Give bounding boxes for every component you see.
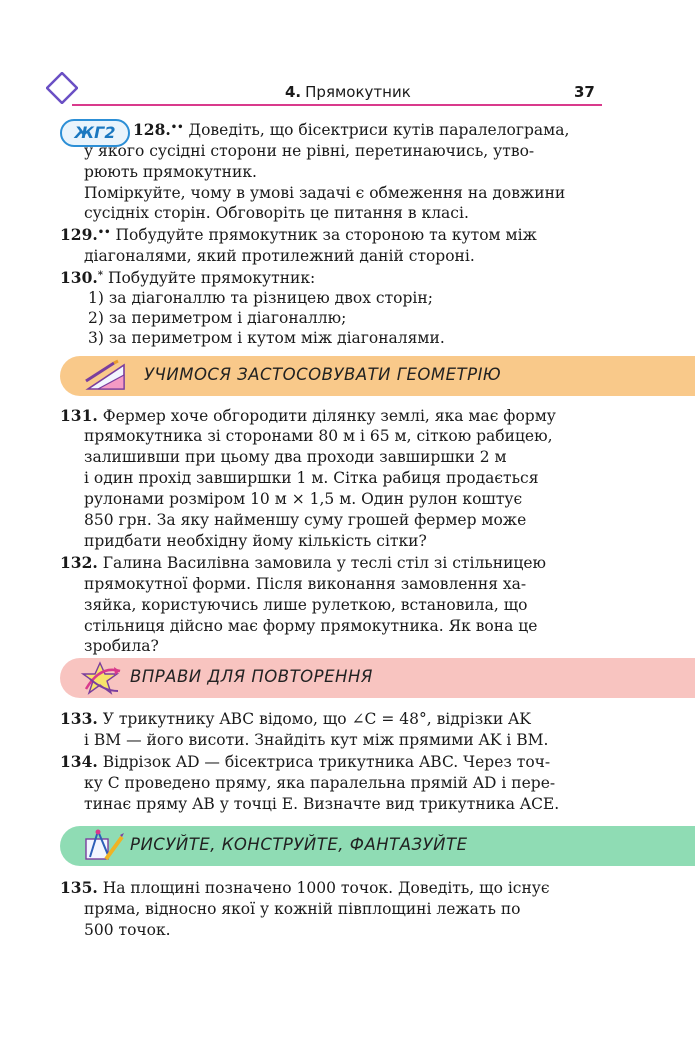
problem-131-line: залишивши при цьому два проходи завширшки 2 м — [84, 448, 507, 466]
diamond-icon — [46, 72, 78, 104]
problem-128-line: Поміркуйте, чому в умові задачі є обмеження на довжини — [84, 184, 566, 202]
problem-130-line: 130.* Побудуйте прямокутник: — [60, 268, 316, 287]
problem-132-line: прямокутної форми. Після виконання замовлення ха- — [84, 575, 527, 593]
section-banner-create — [60, 826, 695, 866]
star-arrows-icon — [80, 661, 128, 695]
problem-132-line: зробила? — [84, 637, 159, 655]
problem-128-line: 128.•• Доведіть, що бісектриси кутів паралелограма, — [133, 120, 570, 139]
problem-131-line: 850 грн. За яку найменшу суму грошей фермер може — [84, 511, 527, 529]
problem-128-line: у якого сусідні сторони не рівні, перетинаючись, утво- — [84, 142, 535, 160]
problem-131-line: придбати необхідну йому кількість сітки? — [84, 532, 427, 550]
section-title: РИСУЙТЕ, КОНСТРУЙТЕ, ФАНТАЗУЙТЕ — [130, 835, 468, 854]
problem-134-line: ку C проведено пряму, яка паралельна прямій AD і пере- — [84, 774, 556, 792]
problem-131-line: рулонами розміром 10 м × 1,5 м. Один рулон коштує — [84, 490, 523, 508]
header-rule — [72, 104, 602, 106]
problem-135-line: 500 точок. — [84, 921, 171, 939]
problem-130-item: 1) за діагоналлю та різницею двох сторін; — [88, 289, 433, 307]
problem-132-line: стільниця дійсно має форму прямокутника. Як вона це — [84, 617, 538, 635]
problem-131-line: 131. Фермер хоче обгородити ділянку землі, яка має форму — [60, 406, 556, 425]
compass-pencil-icon — [80, 829, 128, 863]
problem-131-line: і один прохід завширшки 1 м. Сітка рабиця продається — [84, 469, 539, 487]
problem-129-line: діагоналями, який протилежний даній стороні. — [84, 247, 475, 265]
section-banner-apply — [60, 356, 695, 396]
problem-132-line: зяйка, користуючись лише рулеткою, встановила, що — [84, 596, 528, 614]
problem-135-line: пряма, відносно якої у кожній півплощині лежать по — [84, 900, 521, 918]
problem-135-line: 135. На площині позначено 1000 точок. Доведіть, що існує — [60, 878, 550, 897]
jkg2-badge: ЖГ2 — [60, 119, 130, 147]
problem-134-line: тинає пряму AB у точці E. Визначте вид трикутника ACE. — [84, 795, 560, 813]
problem-128-line: рюють прямокутник. — [84, 163, 257, 181]
problem-128-line: сусідніх сторін. Обговоріть це питання в класі. — [84, 204, 469, 222]
ruler-triangle-icon — [84, 359, 132, 393]
section-title: УЧИМОСЯ ЗАСТОСОВУВАТИ ГЕОМЕТРІЮ — [144, 365, 502, 384]
problem-129-line: 129.•• Побудуйте прямокутник за стороною та кутом між — [60, 225, 537, 244]
problem-133-line: 133. У трикутнику ABC відомо, що ∠C = 48°, відрізки AK — [60, 709, 531, 728]
problem-130-item: 3) за периметром і кутом між діагоналями. — [88, 329, 445, 347]
section-banner-review — [60, 658, 695, 698]
chapter-title: 4. Прямокутник — [285, 83, 411, 101]
problem-132-line: 132. Галина Василівна замовила у теслі стіл зі стільницею — [60, 553, 547, 572]
problem-130-item: 2) за периметром і діагоналлю; — [88, 309, 347, 327]
problem-131-line: прямокутника зі сторонами 80 м і 65 м, сіткою рабицею, — [84, 427, 553, 445]
page-number: 37 — [574, 83, 595, 101]
problem-134-line: 134. Відрізок AD — бісектриса трикутника ABC. Через точ- — [60, 752, 551, 771]
problem-133-line: і BM — його висоти. Знайдіть кут між прямими AK і BM. — [84, 731, 549, 749]
section-title: ВПРАВИ ДЛЯ ПОВТОРЕННЯ — [130, 667, 373, 686]
